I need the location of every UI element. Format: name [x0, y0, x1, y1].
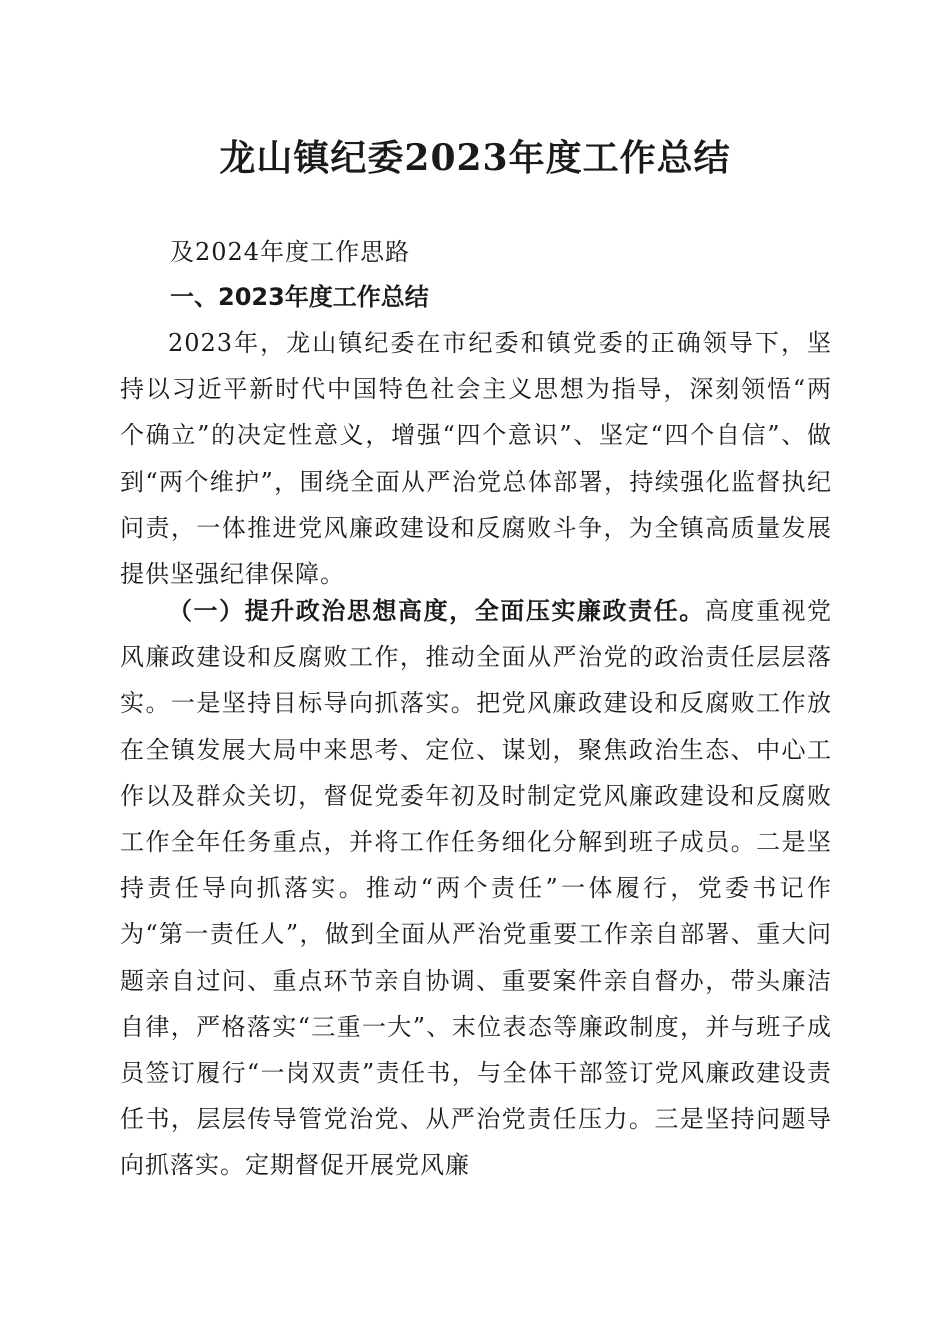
- section-heading: 一、2023年度工作总结: [170, 283, 429, 311]
- paragraph-lead: （一）提升政治思想高度，全面压实廉政责任。: [168, 596, 705, 625]
- document-title: 龙山镇纪委2023年度工作总结: [219, 137, 731, 179]
- body-paragraph: [120, 588, 832, 1189]
- body-paragraph: 2023年，龙山镇纪委在市纪委和镇党委的正确领导下，坚持以习近平新时代中国特色社会主义思想为指导，深刻领悟“两个确立”的决定性意义，增强“四个意识”、坚定“四个自信”、做到“两个维护”，围绕全面从严治党总体部署，持续强化监督执纪问责，一体推进党风廉政建设和反腐败斗争，为全镇高质量发展提供坚强纪律保障。: [120, 329, 832, 589]
- document-subtitle: 及2024年度工作思路: [170, 238, 411, 266]
- paragraph-body: 高度重视党风廉政建设和反腐败工作，推动全面从严治党的政治责任层层落实。一是坚持目标导向抓落实。把党风廉政建设和反腐败工作放在全镇发展大局中来思考、定位、谋划，聚焦政治生态、中心工作以及群众关切，督促党委年初及时制定党风廉政建设和反腐败工作全年任务重点，并将工作任务细化分解到班子成员。二是坚持责任导向抓落实。推动“两个责任”一体履行，党委书记作为“第一责任人”，做到全面从严治党重要工作亲自部署、重大问题亲自过问、重点环节亲自协调、重要案件亲自督办，带头廉洁自律，严格落实“三重一大”、末位表态等廉政制度，并与班子成员签订履行“一岗双责”责任书，与全体干部签订党风廉政建设责任书，层层传导管党治党、从严治党责任压力。三是坚持问题导向抓落实。定期督促开展党风廉: [120, 597, 833, 1180]
